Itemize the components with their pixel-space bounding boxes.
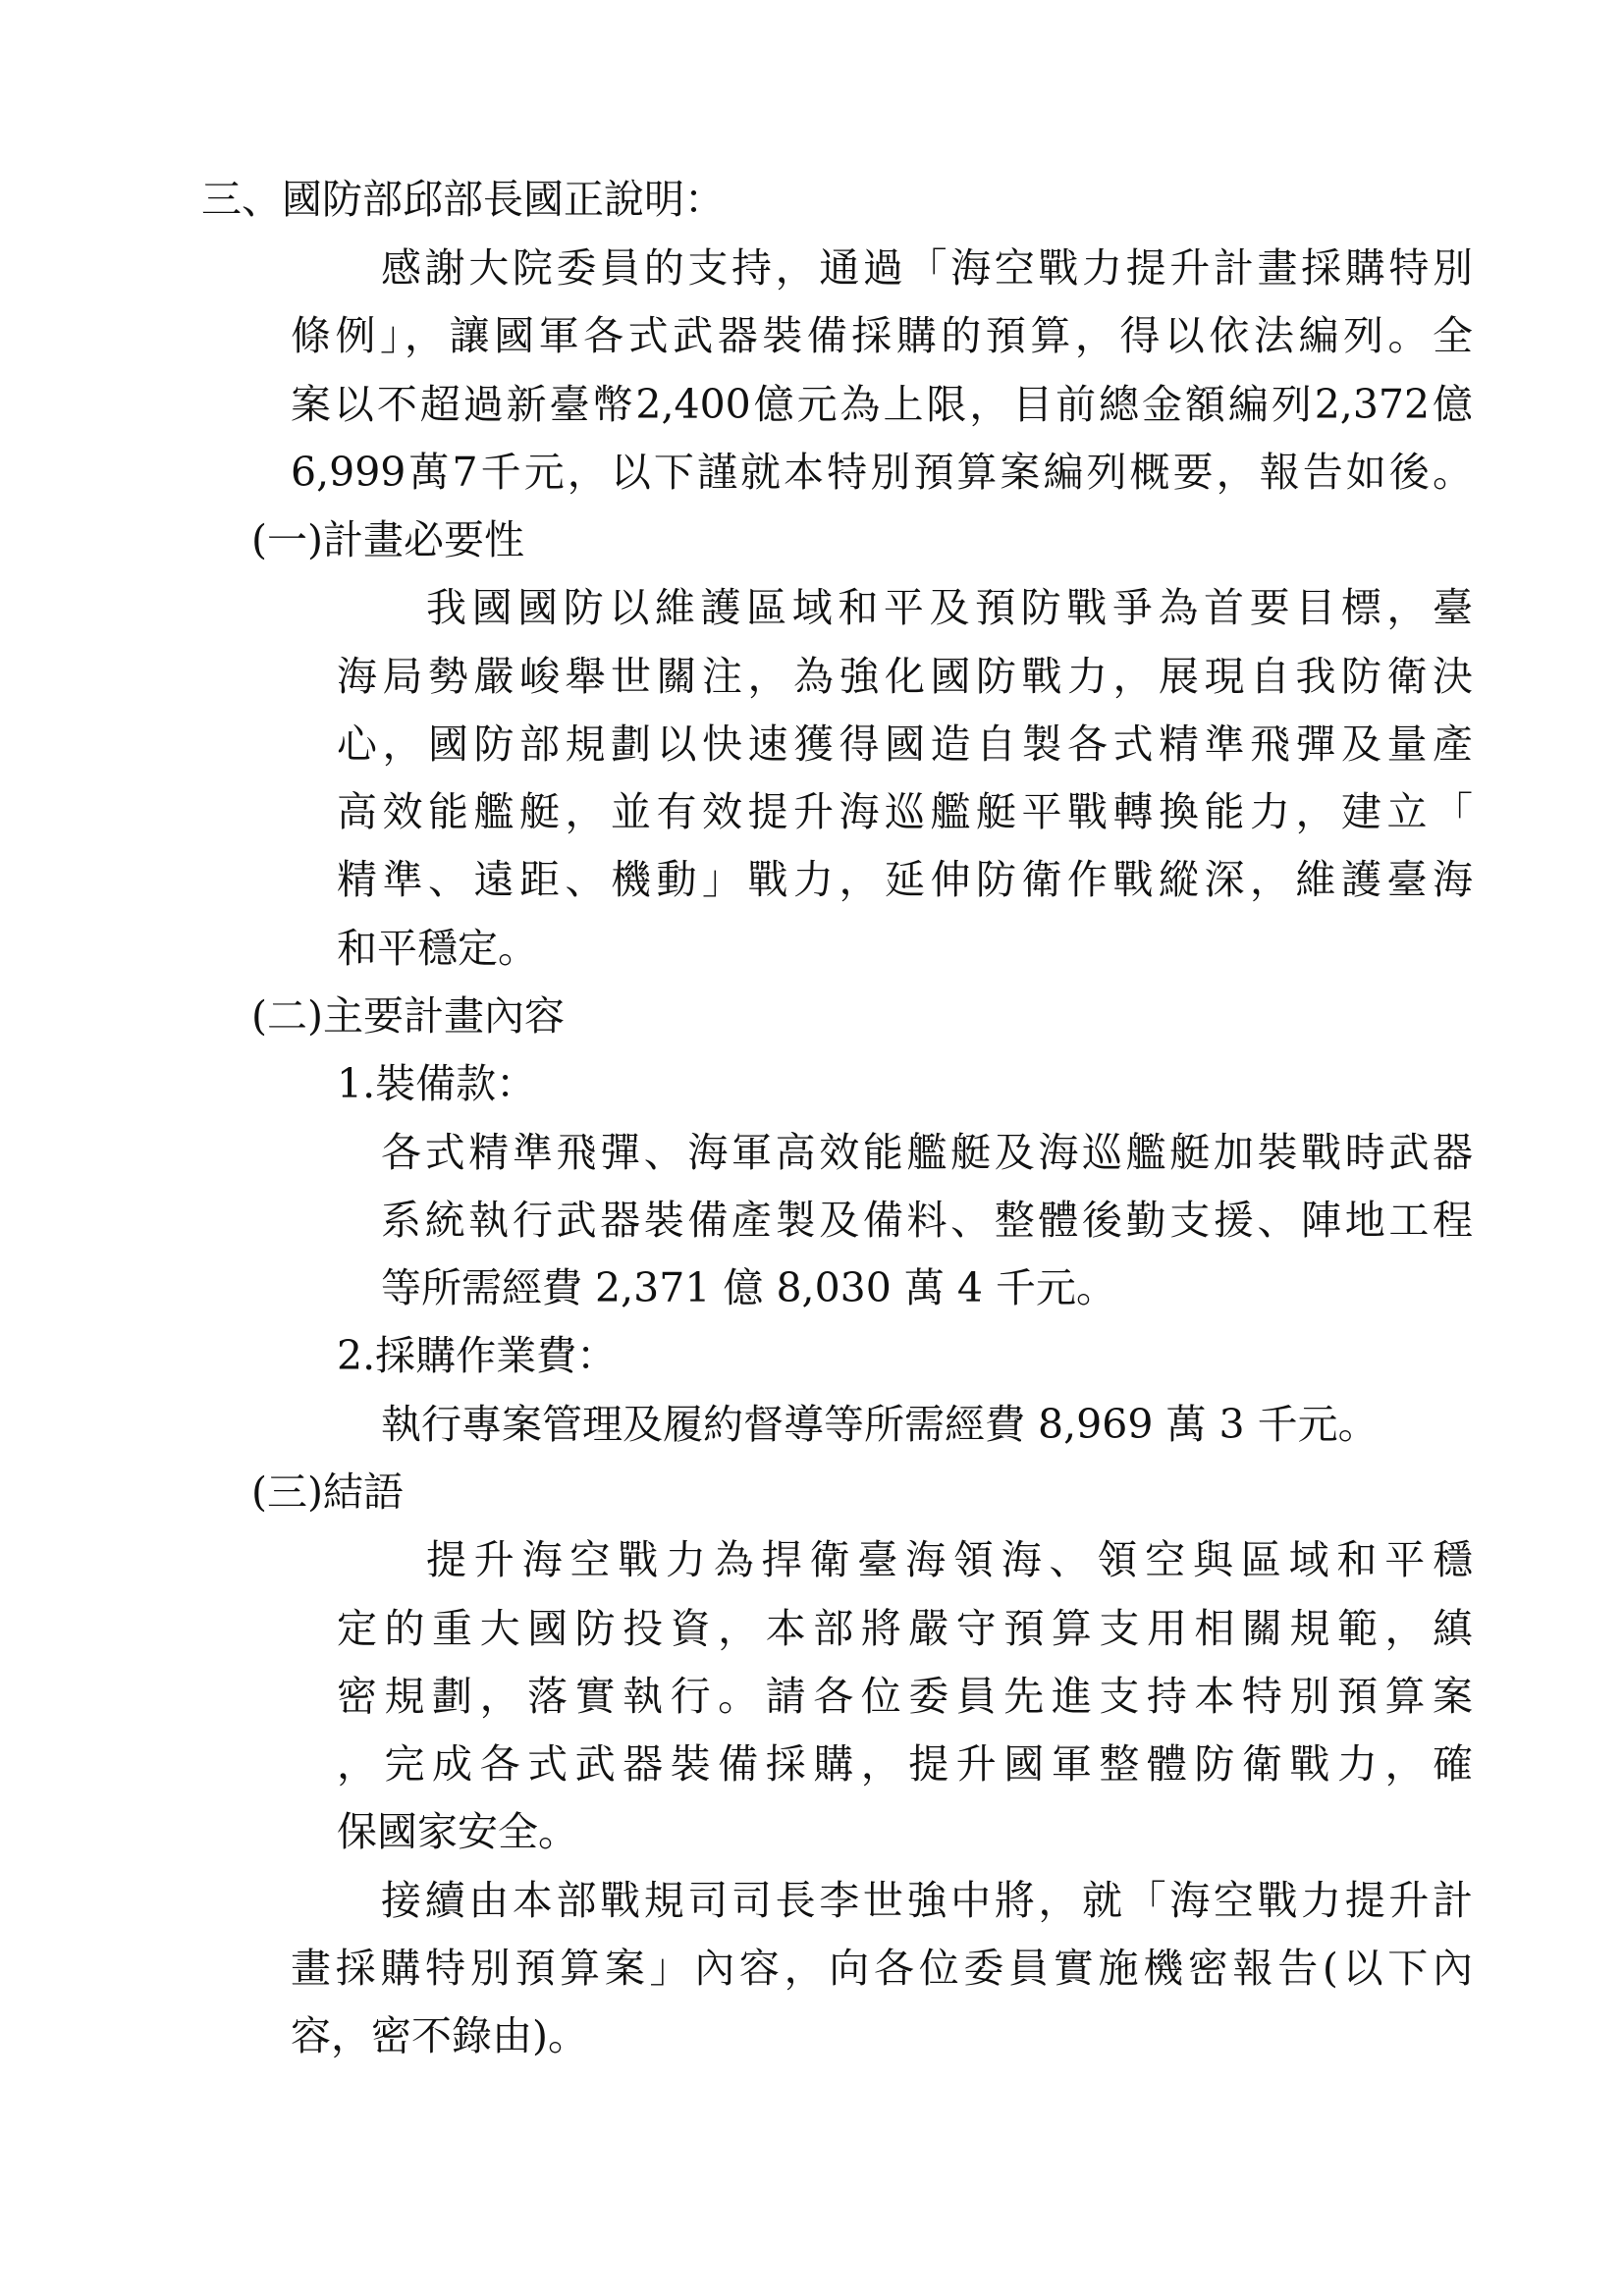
- sub1-heading: (一)計畫必要性: [251, 516, 524, 563]
- sub2-item2-heading: 2.採購作業費：: [337, 1332, 618, 1379]
- sub2-heading: (二)主要計畫內容: [251, 992, 565, 1040]
- sub1-line-2: 海局勢嚴峻舉世關注，為強化國防戰力，展現自我防衛決: [337, 653, 1473, 700]
- sub2-item1-heading: 1.裝備款：: [337, 1060, 537, 1107]
- sub2-item1-line-3: 等所需經費 2,371 億 8,030 萬 4 千元。: [381, 1264, 1117, 1311]
- sub3-line-2: 定的重大國防投資，本部將嚴守預算支用相關規範，縝: [337, 1605, 1473, 1652]
- closing-line-3: 容，密不錄由)。: [291, 2012, 588, 2059]
- section-heading: 三、國防部邱部長國正說明：: [201, 176, 725, 223]
- sub3-line-1: 提升海空戰力為捍衛臺海領海、領空與區域和平穩: [426, 1536, 1473, 1583]
- sub1-line-6: 和平穩定。: [337, 925, 538, 972]
- intro-line-4: 6,999萬7千元，以下謹就本特別預算案編列概要，報告如後。: [291, 449, 1473, 496]
- closing-line-2: 畫採購特別預算案」內容，向各位委員實施機密報告(以下內: [291, 1945, 1473, 1992]
- sub1-line-4: 高效能艦艇，並有效提升海巡艦艇平戰轉換能力，建立「: [337, 788, 1473, 835]
- sub3-line-4: ，完成各式武器裝備採購，提升國軍整體防衛戰力，確: [337, 1740, 1473, 1788]
- sub2-item1-line-2: 系統執行武器裝備產製及備料、整體後勤支援、陣地工程: [381, 1197, 1473, 1244]
- sub3-line-5: 保國家安全。: [337, 1808, 578, 1855]
- sub1-line-1: 我國國防以維護區域和平及預防戰爭為首要目標，臺: [426, 584, 1473, 631]
- intro-line-2: 條例」，讓國軍各式武器裝備採購的預算，得以依法編列。全: [291, 312, 1473, 359]
- sub2-item2-line-1: 執行專案管理及履約督導等所需經費 8,969 萬 3 千元。: [381, 1401, 1379, 1448]
- sub1-line-5: 精準、遠距、機動」戰力，延伸防衛作戰縱深，維護臺海: [337, 856, 1473, 903]
- sub3-heading: (三)結語: [251, 1468, 404, 1516]
- intro-line-3: 案以不超過新臺幣2,400億元為上限，目前總金額編列2,372億: [291, 381, 1473, 428]
- intro-line-1: 感謝大院委員的支持，通過「海空戰力提升計畫採購特別: [381, 244, 1473, 292]
- closing-line-1: 接續由本部戰規司司長李世強中將，就「海空戰力提升計: [381, 1877, 1473, 1924]
- sub3-line-3: 密規劃，落實執行。請各位委員先進支持本特別預算案: [337, 1673, 1473, 1720]
- sub2-item1-line-1: 各式精準飛彈、海軍高效能艦艇及海巡艦艇加裝戰時武器: [381, 1129, 1473, 1176]
- sub1-line-3: 心，國防部規劃以快速獲得國造自製各式精準飛彈及量產: [337, 721, 1473, 768]
